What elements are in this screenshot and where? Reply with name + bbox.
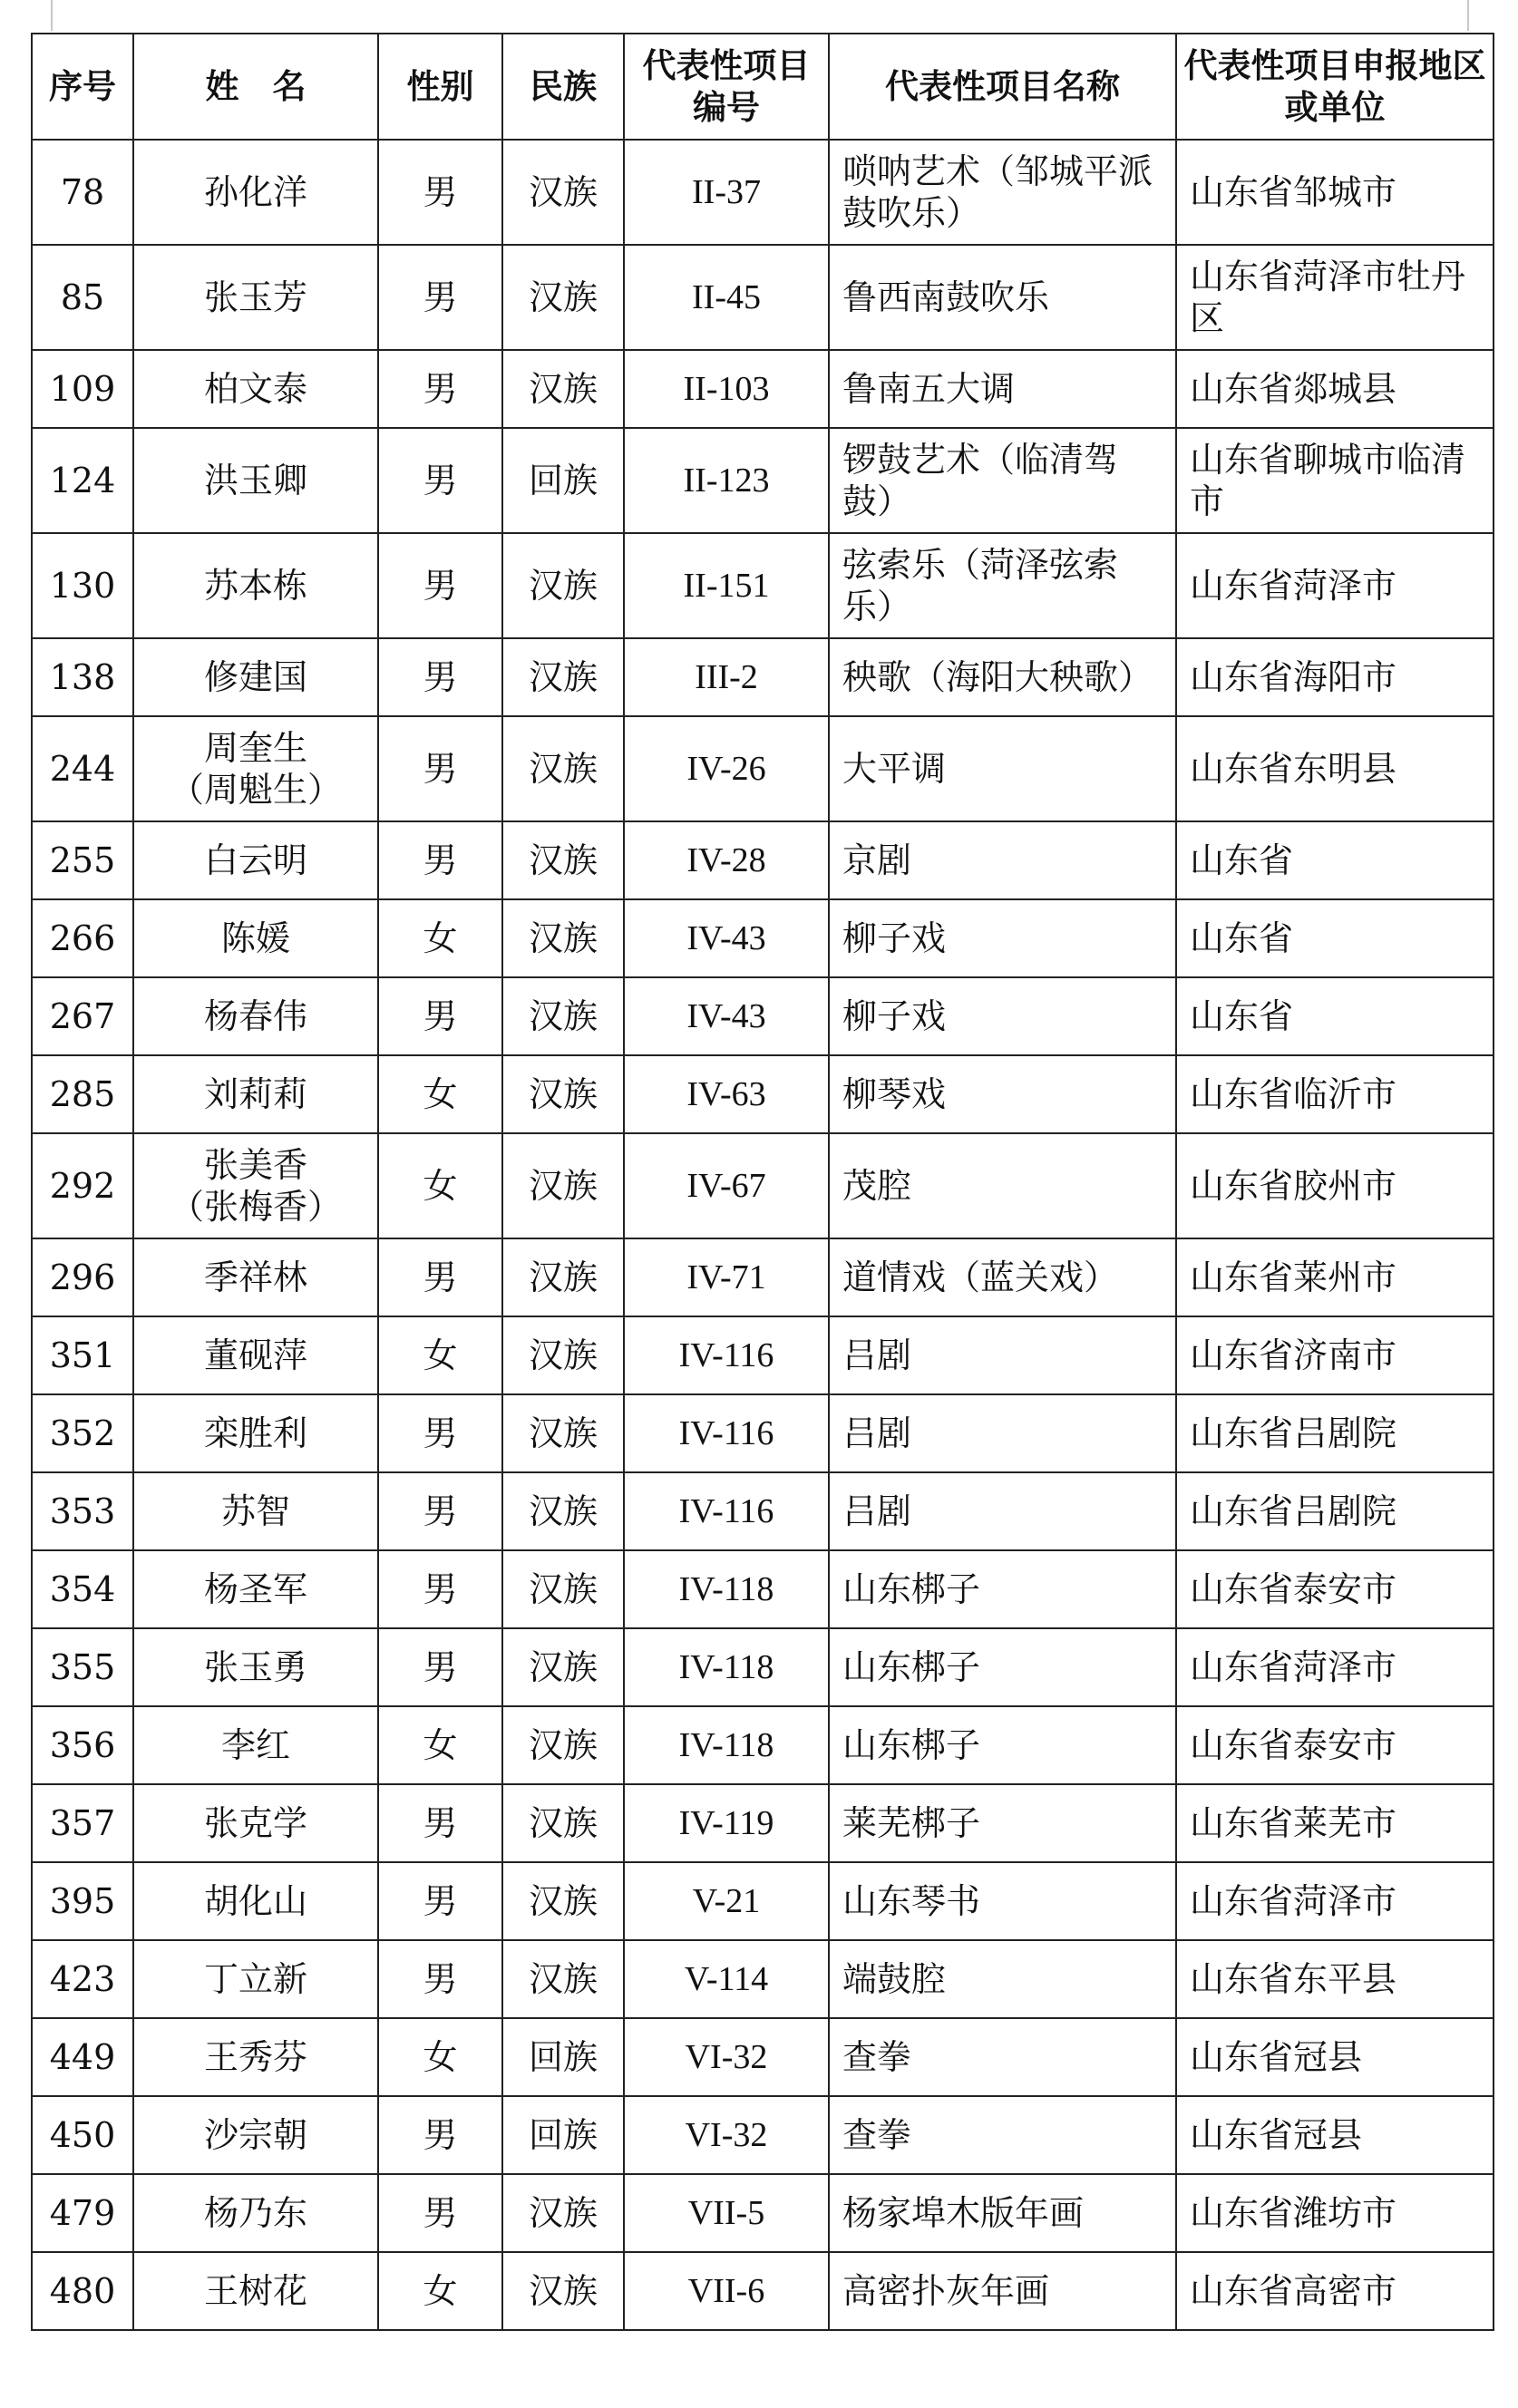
- cell-project-code: IV-71: [624, 1238, 829, 1316]
- cell-project-name: 查拳: [829, 2096, 1176, 2174]
- cell-gender: 女: [378, 1316, 502, 1394]
- cell-project-code: VI-32: [624, 2018, 829, 2096]
- cell-name: [133, 2252, 378, 2330]
- cell-seq: 138: [32, 638, 133, 716]
- cell-project-code: IV-116: [624, 1472, 829, 1550]
- cell-project-code: IV-63: [624, 1055, 829, 1133]
- cell-project-code: V-21: [624, 1862, 829, 1940]
- table-row: [32, 716, 1494, 821]
- table-row: [32, 977, 1494, 1055]
- cell-project-name: 吕剧: [829, 1394, 1176, 1472]
- cell-seq: 354: [32, 1550, 133, 1628]
- table-row: [32, 1133, 1494, 1238]
- cell-project-code: IV-43: [624, 899, 829, 977]
- cell-name: [133, 716, 378, 821]
- inheritor-name: 刘莉莉: [203, 1073, 307, 1114]
- inheritor-name: 王树花: [203, 2270, 307, 2311]
- cell-project-code: VII-5: [624, 2174, 829, 2252]
- inheritor-name: 丁立新: [203, 1958, 307, 1999]
- table-row: [32, 2096, 1494, 2174]
- cell-region: 山东省莱州市: [1176, 1238, 1494, 1316]
- inheritor-name: 张克学: [203, 1802, 307, 1843]
- cell-project-code: IV-118: [624, 1550, 829, 1628]
- cell-seq: 352: [32, 1394, 133, 1472]
- cell-project-name: 道情戏（蓝关戏）: [829, 1238, 1176, 1316]
- cell-seq: 356: [32, 1706, 133, 1784]
- cell-seq: 266: [32, 899, 133, 977]
- table-row: [32, 1784, 1494, 1862]
- cell-name: [133, 350, 378, 428]
- table-row: [32, 1238, 1494, 1316]
- cell-ethnicity: 回族: [502, 2096, 624, 2174]
- cell-project-name: 杨家埠木版年画: [829, 2174, 1176, 2252]
- cell-name: [133, 638, 378, 716]
- inheritor-alt-name: （张梅香）: [169, 1187, 342, 1227]
- cell-region: 山东省泰安市: [1176, 1550, 1494, 1628]
- cell-gender: 女: [378, 2252, 502, 2330]
- cell-gender: 男: [378, 140, 502, 245]
- cell-project-name: 柳子戏: [829, 977, 1176, 1055]
- cell-project-name: 山东梆子: [829, 1628, 1176, 1706]
- cell-gender: 女: [378, 1055, 502, 1133]
- cell-seq: 480: [32, 2252, 133, 2330]
- table-row: [32, 350, 1494, 428]
- inheritor-name: 修建国: [203, 656, 307, 697]
- cell-name: [133, 1394, 378, 1472]
- inheritor-name: 苏本栋: [203, 565, 307, 606]
- cell-project-name: 锣鼓艺术（临清驾鼓）: [829, 428, 1176, 533]
- cell-project-name: 端鼓腔: [829, 1940, 1176, 2018]
- cell-seq: 423: [32, 1940, 133, 2018]
- cell-name: [133, 245, 378, 350]
- cell-gender: 男: [378, 350, 502, 428]
- cell-ethnicity: 汉族: [502, 1940, 624, 2018]
- header-ethnicity: 民族: [502, 34, 624, 140]
- table-row: [32, 1940, 1494, 2018]
- cell-name: [133, 2018, 378, 2096]
- cell-project-code: IV-119: [624, 1784, 829, 1862]
- cell-gender: 男: [378, 1394, 502, 1472]
- cell-ethnicity: 汉族: [502, 977, 624, 1055]
- cell-project-code: IV-116: [624, 1394, 829, 1472]
- cell-region: 山东省: [1176, 821, 1494, 899]
- cell-gender: 男: [378, 1550, 502, 1628]
- cell-project-code: II-151: [624, 533, 829, 638]
- cell-project-name: 唢呐艺术（邹城平派鼓吹乐）: [829, 140, 1176, 245]
- cell-seq: 450: [32, 2096, 133, 2174]
- cell-seq: 296: [32, 1238, 133, 1316]
- table-row: [32, 428, 1494, 533]
- cell-ethnicity: 回族: [502, 2018, 624, 2096]
- table-row: [32, 140, 1494, 245]
- cell-name: [133, 1238, 378, 1316]
- cell-ethnicity: 汉族: [502, 716, 624, 821]
- cell-name: [133, 140, 378, 245]
- cell-project-name: 秧歌（海阳大秧歌）: [829, 638, 1176, 716]
- cell-name: [133, 821, 378, 899]
- cell-project-code: IV-118: [624, 1628, 829, 1706]
- table-header-row: [32, 34, 1494, 140]
- cell-project-name: 柳琴戏: [829, 1055, 1176, 1133]
- cell-region: 山东省东平县: [1176, 1940, 1494, 2018]
- cell-project-name: 山东梆子: [829, 1706, 1176, 1784]
- cell-seq: 292: [32, 1133, 133, 1238]
- cell-project-code: VII-6: [624, 2252, 829, 2330]
- cell-name: [133, 1628, 378, 1706]
- cell-project-code: IV-67: [624, 1133, 829, 1238]
- table-row: [32, 1862, 1494, 1940]
- cell-project-name: 京剧: [829, 821, 1176, 899]
- header-region: 代表性项目申报地区或单位: [1176, 34, 1494, 140]
- cell-gender: 男: [378, 1784, 502, 1862]
- cell-gender: 男: [378, 2096, 502, 2174]
- cell-seq: 85: [32, 245, 133, 350]
- cell-gender: 女: [378, 1133, 502, 1238]
- cell-name: [133, 1706, 378, 1784]
- table-row: [32, 1550, 1494, 1628]
- cell-region: 山东省: [1176, 977, 1494, 1055]
- cell-region: 山东省菏泽市: [1176, 533, 1494, 638]
- cell-project-code: IV-28: [624, 821, 829, 899]
- cell-project-name: 查拳: [829, 2018, 1176, 2096]
- cell-seq: 109: [32, 350, 133, 428]
- cell-project-code: IV-118: [624, 1706, 829, 1784]
- cell-seq: 449: [32, 2018, 133, 2096]
- cell-region: 山东省胶州市: [1176, 1133, 1494, 1238]
- cell-name: [133, 428, 378, 533]
- cell-project-code: IV-116: [624, 1316, 829, 1394]
- cell-ethnicity: 汉族: [502, 1628, 624, 1706]
- header-name: 姓 名: [133, 34, 378, 140]
- cell-region: 山东省济南市: [1176, 1316, 1494, 1394]
- table-row: [32, 1628, 1494, 1706]
- table-row: [32, 821, 1494, 899]
- cell-project-name: 鲁西南鼓吹乐: [829, 245, 1176, 350]
- cell-gender: 男: [378, 533, 502, 638]
- cell-seq: 285: [32, 1055, 133, 1133]
- cell-region: 山东省菏泽市: [1176, 1862, 1494, 1940]
- cell-gender: 女: [378, 899, 502, 977]
- inheritor-name: 陈媛: [220, 918, 290, 958]
- cell-seq: 255: [32, 821, 133, 899]
- page-corner-mark-left: [51, 0, 53, 31]
- cell-ethnicity: 回族: [502, 428, 624, 533]
- cell-project-name: 莱芜梆子: [829, 1784, 1176, 1862]
- cell-seq: 353: [32, 1472, 133, 1550]
- cell-project-name: 吕剧: [829, 1472, 1176, 1550]
- inheritor-table: [31, 33, 1494, 2331]
- cell-seq: 244: [32, 716, 133, 821]
- cell-region: 山东省菏泽市牡丹区: [1176, 245, 1494, 350]
- cell-ethnicity: 汉族: [502, 1784, 624, 1862]
- inheritor-name: 杨春伟: [203, 995, 307, 1036]
- cell-project-code: VI-32: [624, 2096, 829, 2174]
- inheritor-name: 李红: [220, 1724, 290, 1765]
- cell-name: [133, 1133, 378, 1238]
- cell-seq: 395: [32, 1862, 133, 1940]
- cell-project-name: 大平调: [829, 716, 1176, 821]
- cell-region: 山东省邹城市: [1176, 140, 1494, 245]
- cell-name: [133, 1055, 378, 1133]
- cell-region: 山东省冠县: [1176, 2018, 1494, 2096]
- table-row: [32, 899, 1494, 977]
- cell-region: 山东省吕剧院: [1176, 1472, 1494, 1550]
- cell-ethnicity: 汉族: [502, 245, 624, 350]
- cell-project-name: 弦索乐（菏泽弦索乐）: [829, 533, 1176, 638]
- cell-region: 山东省海阳市: [1176, 638, 1494, 716]
- inheritor-name: 柏文泰: [203, 368, 307, 409]
- inheritor-name: 周奎生: [203, 727, 307, 768]
- cell-gender: 男: [378, 1472, 502, 1550]
- cell-ethnicity: 汉族: [502, 1133, 624, 1238]
- inheritor-name: 沙宗朝: [203, 2114, 307, 2155]
- cell-project-name: 鲁南五大调: [829, 350, 1176, 428]
- cell-ethnicity: 汉族: [502, 533, 624, 638]
- cell-region: 山东省东明县: [1176, 716, 1494, 821]
- cell-project-name: 茂腔: [829, 1133, 1176, 1238]
- cell-gender: 男: [378, 638, 502, 716]
- inheritor-alt-name: （周魁生）: [169, 770, 342, 810]
- inheritor-name: 张美香: [203, 1144, 307, 1185]
- cell-region: 山东省: [1176, 899, 1494, 977]
- cell-gender: 男: [378, 428, 502, 533]
- inheritor-name: 白云明: [203, 840, 307, 880]
- inheritor-name: 胡化山: [203, 1880, 307, 1921]
- cell-gender: 女: [378, 1706, 502, 1784]
- cell-project-code: II-45: [624, 245, 829, 350]
- cell-ethnicity: 汉族: [502, 140, 624, 245]
- inheritor-name: 栾胜利: [203, 1413, 307, 1453]
- table-row: [32, 2018, 1494, 2096]
- cell-seq: 78: [32, 140, 133, 245]
- table-row: [32, 1472, 1494, 1550]
- cell-seq: 355: [32, 1628, 133, 1706]
- cell-region: 山东省吕剧院: [1176, 1394, 1494, 1472]
- cell-name: [133, 2096, 378, 2174]
- cell-gender: 男: [378, 2174, 502, 2252]
- cell-seq: 357: [32, 1784, 133, 1862]
- page-corner-mark-right: [1467, 0, 1469, 31]
- cell-gender: 女: [378, 2018, 502, 2096]
- cell-name: [133, 1316, 378, 1394]
- cell-project-code: IV-26: [624, 716, 829, 821]
- cell-region: 山东省郯城县: [1176, 350, 1494, 428]
- cell-ethnicity: 汉族: [502, 2252, 624, 2330]
- cell-gender: 男: [378, 977, 502, 1055]
- cell-region: 山东省高密市: [1176, 2252, 1494, 2330]
- inheritor-name: 季祥林: [203, 1257, 307, 1297]
- table-row: [32, 245, 1494, 350]
- cell-gender: 男: [378, 1238, 502, 1316]
- table-body: [32, 140, 1494, 2330]
- cell-ethnicity: 汉族: [502, 2174, 624, 2252]
- cell-region: 山东省莱芜市: [1176, 1784, 1494, 1862]
- cell-seq: 130: [32, 533, 133, 638]
- inheritor-name: 苏智: [220, 1490, 290, 1531]
- inheritor-name: 杨圣军: [203, 1568, 307, 1609]
- table-row: [32, 2174, 1494, 2252]
- cell-project-code: IV-43: [624, 977, 829, 1055]
- inheritor-name: 杨乃东: [203, 2192, 307, 2233]
- cell-project-code: III-2: [624, 638, 829, 716]
- cell-ethnicity: 汉族: [502, 1055, 624, 1133]
- cell-name: [133, 1784, 378, 1862]
- table-row: [32, 2252, 1494, 2330]
- cell-project-name: 柳子戏: [829, 899, 1176, 977]
- cell-project-code: II-103: [624, 350, 829, 428]
- cell-region: 山东省泰安市: [1176, 1706, 1494, 1784]
- cell-project-code: II-37: [624, 140, 829, 245]
- header-seq: 序号: [32, 34, 133, 140]
- cell-seq: 124: [32, 428, 133, 533]
- inheritor-name: 董砚萍: [203, 1335, 307, 1375]
- cell-ethnicity: 汉族: [502, 1238, 624, 1316]
- cell-ethnicity: 汉族: [502, 1862, 624, 1940]
- table-row: [32, 638, 1494, 716]
- cell-seq: 351: [32, 1316, 133, 1394]
- inheritor-name: 王秀芬: [203, 2036, 307, 2077]
- cell-project-code: V-114: [624, 1940, 829, 2018]
- cell-project-code: II-123: [624, 428, 829, 533]
- cell-gender: 男: [378, 1628, 502, 1706]
- cell-name: [133, 533, 378, 638]
- table-row: [32, 1394, 1494, 1472]
- cell-project-name: 吕剧: [829, 1316, 1176, 1394]
- table-row: [32, 1706, 1494, 1784]
- inheritor-name: 孙化洋: [203, 171, 307, 212]
- header-project-code: 代表性项目编号: [624, 34, 829, 140]
- cell-name: [133, 1472, 378, 1550]
- cell-name: [133, 2174, 378, 2252]
- cell-region: 山东省冠县: [1176, 2096, 1494, 2174]
- cell-gender: 男: [378, 1940, 502, 2018]
- cell-ethnicity: 汉族: [502, 1472, 624, 1550]
- header-project-name: 代表性项目名称: [829, 34, 1176, 140]
- header-gender: 性别: [378, 34, 502, 140]
- table-row: [32, 1055, 1494, 1133]
- inheritor-name: 张玉勇: [203, 1646, 307, 1687]
- cell-gender: 男: [378, 821, 502, 899]
- cell-seq: 267: [32, 977, 133, 1055]
- cell-ethnicity: 汉族: [502, 1706, 624, 1784]
- cell-region: 山东省聊城市临清市: [1176, 428, 1494, 533]
- cell-project-name: 山东琴书: [829, 1862, 1176, 1940]
- cell-ethnicity: 汉族: [502, 1550, 624, 1628]
- inheritor-name: 张玉芳: [203, 277, 307, 317]
- cell-ethnicity: 汉族: [502, 821, 624, 899]
- cell-ethnicity: 汉族: [502, 638, 624, 716]
- cell-region: 山东省临沂市: [1176, 1055, 1494, 1133]
- cell-project-name: 高密扑灰年画: [829, 2252, 1176, 2330]
- cell-region: 山东省潍坊市: [1176, 2174, 1494, 2252]
- cell-ethnicity: 汉族: [502, 1316, 624, 1394]
- cell-project-name: 山东梆子: [829, 1550, 1176, 1628]
- cell-seq: 479: [32, 2174, 133, 2252]
- inheritor-name: 洪玉卿: [203, 460, 307, 500]
- cell-name: [133, 1940, 378, 2018]
- table-row: [32, 1316, 1494, 1394]
- cell-region: 山东省菏泽市: [1176, 1628, 1494, 1706]
- cell-name: [133, 977, 378, 1055]
- cell-ethnicity: 汉族: [502, 899, 624, 977]
- cell-name: [133, 1550, 378, 1628]
- cell-gender: 男: [378, 1862, 502, 1940]
- cell-name: [133, 899, 378, 977]
- table-row: [32, 533, 1494, 638]
- cell-gender: 男: [378, 245, 502, 350]
- cell-ethnicity: 汉族: [502, 350, 624, 428]
- cell-gender: 男: [378, 716, 502, 821]
- cell-ethnicity: 汉族: [502, 1394, 624, 1472]
- cell-name: [133, 1862, 378, 1940]
